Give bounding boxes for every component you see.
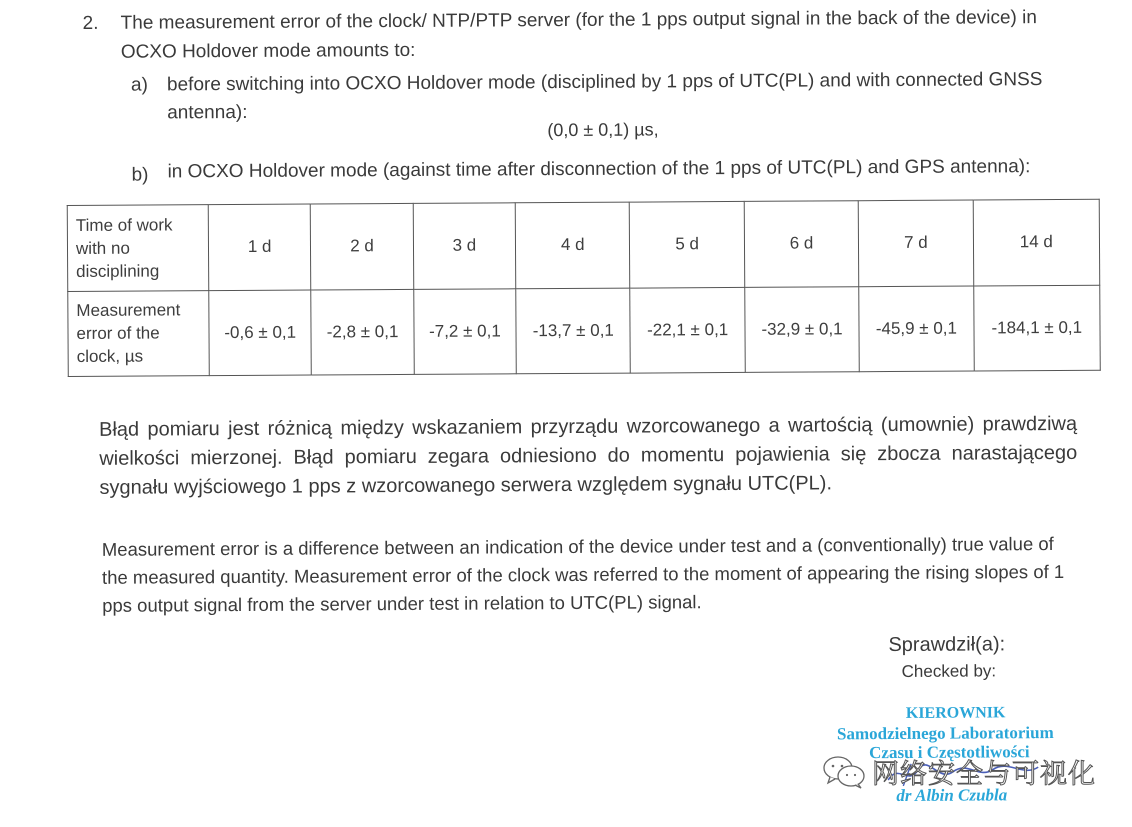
time-cell: 7 d — [858, 200, 973, 286]
watermark — [822, 752, 1096, 791]
polish-definition-paragraph: Błąd pomiaru jest różnicą między wskazaniem przyrządu wzorcowanego a wartością (umownie) prawdziwą wielkości mierzonej. Błąd pomiaru zegara odniesiono do momentu pojawienia się zbocza narastającego sygnału wyjściowego 1 pps z wzorcowanego serwera względem sygnału UTC(PL). — [99, 412, 1078, 499]
error-cell: -2,8 ± 0,1 — [311, 289, 414, 375]
sub-b-text: in OCXO Holdover mode (against time after disconnection of the 1 pps of UTC(PL) and GPS antenna): — [167, 156, 1031, 183]
row-header-error: Measurement error of the clock, µs — [68, 290, 210, 376]
time-cell: 5 d — [630, 201, 745, 287]
sub-b-label: b) — [131, 164, 149, 186]
table-row-time — [67, 199, 1100, 291]
error-cell: -0,6 ± 0,1 — [209, 290, 312, 376]
error-cell: -45,9 ± 0,1 — [859, 286, 974, 372]
sub-a-label: a) — [130, 74, 148, 96]
wechat-icon — [822, 755, 866, 789]
error-cell: -184,1 ± 0,1 — [973, 285, 1100, 371]
sub-a-text: before switching into OCXO Holdover mode (disciplined by 1 pps of UTC(PL) and with connected GNSS antenna): — [166, 69, 1043, 124]
time-cell: 6 d — [744, 201, 859, 287]
stamp-lab-subtitle: Czasu i Częstotliwości — [869, 742, 1030, 763]
english-definition-paragraph: Measurement error is a difference between an indication of the device under test and a (conventionally) true value of the measured quantity. Measurement error of the clock was referred to the moment of appearing the rising slopes of 1 pps output signal from the server under test in relation to UTC(PL) signal. — [101, 533, 1065, 616]
error-cell: -7,2 ± 0,1 — [413, 288, 516, 374]
error-cell: -32,9 ± 0,1 — [745, 286, 860, 372]
stamp-title: KIEROWNIK — [905, 704, 1006, 722]
disciplined-error-value: (0,0 ± 0,1) µs, — [547, 119, 659, 141]
time-cell: 2 d — [311, 203, 414, 289]
stamp-signatory: dr Albin Czubla — [896, 785, 1008, 805]
table-row-error — [68, 285, 1101, 377]
checked-by-label-pl: Sprawdził(a): — [888, 633, 1006, 657]
error-cell: -22,1 ± 0,1 — [630, 287, 745, 373]
time-cell: 3 d — [413, 203, 516, 289]
stamp-lab-name: Samodzielnego Laboratorium — [836, 723, 1054, 744]
time-cell: 4 d — [515, 202, 630, 288]
time-cell: 1 d — [208, 204, 311, 290]
watermark-text: 网络安全与可视化 — [872, 759, 1096, 790]
error-cell: -13,7 ± 0,1 — [516, 288, 631, 374]
time-cell: 14 d — [973, 199, 1100, 285]
checked-by-label-en: Checked by: — [901, 661, 997, 681]
holdover-error-table — [67, 199, 1101, 377]
item-text: The measurement error of the clock/ NTP/PTP server (for the 1 pps output signal in the back of the device) in OCXO Holdover mode amounts to: — [120, 7, 1037, 63]
item-number: 2. — [82, 12, 99, 34]
row-header-time: Time of work with no disciplining — [67, 205, 209, 291]
